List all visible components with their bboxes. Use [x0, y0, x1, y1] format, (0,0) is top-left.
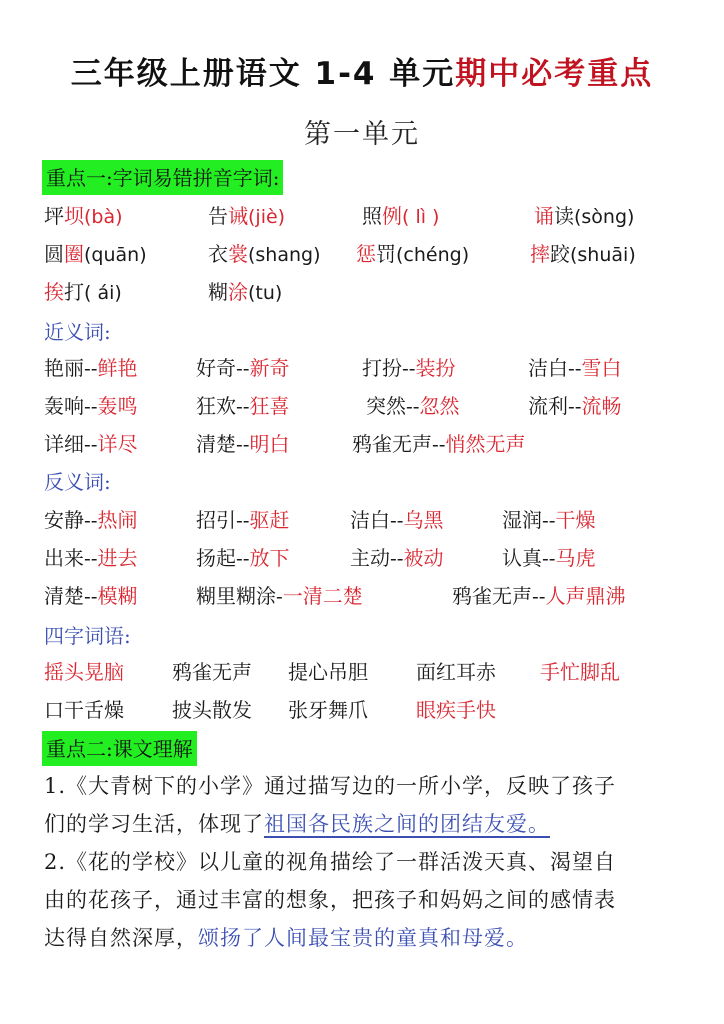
pinyin-item: 摔跤(shuāi): [530, 242, 636, 266]
section1-label: 重点一:字词易错拼音字词:: [42, 160, 283, 195]
pinyin-item: 坪坝(bà): [44, 204, 123, 228]
synonym-item: 流利--流畅: [528, 394, 622, 418]
four-char-item: 鸦雀无声: [172, 660, 252, 684]
synonym-item: 鸦雀无声--悄然无声: [352, 432, 526, 456]
highlight-innocence: 颂扬了人间最宝贵的童真和母爱。: [198, 926, 528, 950]
antonym-item: 清楚--模糊: [44, 584, 138, 608]
paragraph-1-line-1: 1.《大青树下的小学》通过描写边的一所小学，反映了孩子: [44, 774, 617, 798]
synonym-item: 洁白--雪白: [528, 356, 622, 380]
pinyin-item: 照例( lì ): [362, 204, 440, 228]
antonym-item: 扬起--放下: [196, 546, 290, 570]
antonym-item: 鸦雀无声--人声鼎沸: [452, 584, 626, 608]
antonym-item: 湿润--干燥: [502, 508, 596, 532]
antonym-item: 认真--马虎: [502, 546, 596, 570]
synonym-item: 清楚--明白: [196, 432, 290, 456]
synonym-item: 突然--忽然: [366, 394, 460, 418]
synonym-item: 详细--详尽: [44, 432, 138, 456]
antonym-item: 出来--进去: [44, 546, 138, 570]
antonym-item: 洁白--乌黑: [350, 508, 444, 532]
highlight-unity: 祖国各民族之间的团结友爱。: [264, 812, 550, 836]
paragraph-2-line-1: 2.《花的学校》以儿童的视角描绘了一群活泼天真、渴望自: [44, 850, 617, 874]
synonyms-label: 近义词:: [44, 320, 111, 344]
four-char-item: 摇头晃脑: [44, 660, 124, 684]
antonyms-label: 反义词:: [44, 470, 111, 494]
paragraph-2-line-3: 达得自然深厚，颂扬了人间最宝贵的童真和母爱。: [44, 926, 528, 950]
four-char-item: 口干舌燥: [44, 698, 124, 722]
synonym-item: 狂欢--狂喜: [196, 394, 290, 418]
pinyin-item: 告诫(jiè): [208, 204, 286, 228]
four-char-label: 四字词语:: [44, 624, 131, 648]
pinyin-item: 惩罚(chéng): [356, 242, 470, 266]
pinyin-item: 圆圈(quān): [44, 242, 147, 266]
synonym-item: 艳丽--鲜艳: [44, 356, 138, 380]
pinyin-item: 诵读(sòng): [534, 204, 635, 228]
unit-title: 第一单元: [304, 119, 420, 150]
section2-label: 重点二:课文理解: [42, 731, 197, 766]
antonym-item: 糊里糊涂-一清二楚: [196, 584, 363, 608]
title-highlight: 期中必考重点: [455, 56, 654, 92]
four-char-item: 披头散发: [172, 698, 252, 722]
paragraph-2-line-2: 由的花孩子，通过丰富的想象，把孩子和妈妈之间的感情表: [44, 888, 616, 912]
synonym-item: 打扮--装扮: [362, 356, 456, 380]
four-char-item: 面红耳赤: [416, 660, 496, 684]
antonym-item: 安静--热闹: [44, 508, 138, 532]
paragraph-1-line-2: 们的学习生活，体现了祖国各民族之间的团结友爱。: [44, 812, 550, 836]
pinyin-item: 衣裳(shang): [208, 242, 321, 266]
page-title: [0, 48, 724, 93]
four-char-item: 眼疾手快: [416, 698, 496, 722]
synonym-item: 好奇--新奇: [196, 356, 290, 380]
pinyin-item: 糊涂(tu): [208, 280, 283, 304]
four-char-item: 张牙舞爪: [288, 698, 368, 722]
pinyin-item: 挨打( ái): [44, 280, 122, 304]
antonym-item: 招引--驱赶: [196, 508, 290, 532]
synonym-item: 轰响--轰鸣: [44, 394, 138, 418]
four-char-item: 手忙脚乱: [540, 660, 620, 684]
four-char-item: 提心吊胆: [288, 660, 368, 684]
title-main: 三年级上册语文 1-4 单元: [70, 56, 456, 92]
antonym-item: 主动--被动: [350, 546, 444, 570]
